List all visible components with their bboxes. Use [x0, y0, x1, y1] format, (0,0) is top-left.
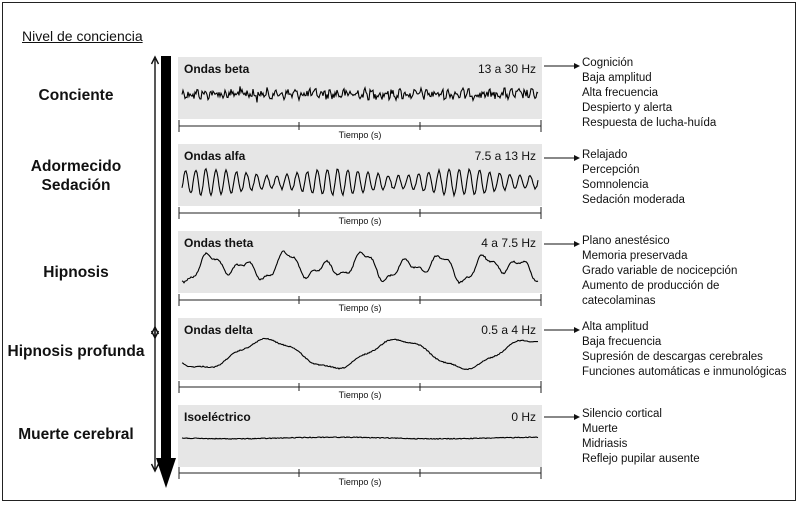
wave-path [182, 86, 538, 102]
property-item: Percepción [582, 164, 640, 176]
level-muerte-cerebral: Muerte cerebral [18, 426, 134, 443]
wave-name: Ondas beta [184, 62, 250, 76]
wave-path [182, 338, 538, 369]
wave-frequency: 13 a 30 Hz [477, 62, 536, 76]
wave-frequency: 0.5 a 4 Hz [481, 323, 536, 337]
pointer-arrow-icon [544, 240, 580, 248]
property-item: Supresión de descargas cerebrales [582, 351, 763, 363]
wave-frequency: 7.5 a 13 Hz [474, 149, 536, 163]
wave-name: Ondas theta [184, 236, 254, 250]
pointer-arrow-icon [544, 62, 580, 70]
property-item: Relajado [582, 149, 628, 161]
property-item: Somnolencia [582, 179, 649, 191]
wave-properties [544, 234, 794, 309]
wave-panel-delta [178, 318, 542, 380]
wave-name: Ondas delta [184, 323, 253, 337]
time-axis-label: Tiempo (s) [338, 130, 382, 140]
property-item: Plano anestésico [582, 235, 670, 247]
property-item: Aumento de producción de catecolaminas [582, 280, 720, 307]
property-item: Alta amplitud [582, 321, 649, 333]
property-item: Midriasis [582, 438, 628, 450]
wave-panel-beta [178, 57, 542, 119]
wave-path [182, 169, 538, 196]
property-item: Muerte [582, 423, 618, 435]
wave-panel-theta [178, 231, 542, 293]
consciousness-down-arrow [154, 56, 178, 488]
wave-panel-isoelectrico [178, 405, 542, 467]
time-axis-label: Tiempo (s) [338, 477, 382, 487]
wave-frequency: 0 Hz [511, 410, 536, 424]
wave-path [182, 251, 538, 283]
pointer-arrow-icon [544, 326, 580, 334]
level-hipnosis-profunda: Hipnosis profunda [7, 343, 145, 360]
figure-title: Nivel de conciencia [22, 28, 143, 44]
wave-name: Isoeléctrico [184, 410, 251, 424]
property-item: Baja amplitud [582, 72, 652, 84]
wave-properties [544, 148, 794, 208]
property-item: Baja frecuencia [582, 336, 662, 348]
wave-path [182, 437, 538, 439]
wave-name: Ondas alfa [184, 149, 246, 163]
property-item: Grado variable de nocicepción [582, 265, 738, 277]
pointer-arrow-icon [544, 413, 580, 421]
property-item: Sedación moderada [582, 194, 685, 206]
property-item: Memoria preservada [582, 250, 688, 262]
property-item: Silencio cortical [582, 408, 662, 420]
wave-frequency: 4 a 7.5 Hz [481, 236, 536, 250]
wave-properties [544, 407, 794, 467]
property-item: Reflejo pupilar ausente [582, 453, 700, 465]
time-axis-label: Tiempo (s) [338, 303, 382, 313]
wave-properties [544, 56, 794, 131]
time-axis-label: Tiempo (s) [338, 390, 382, 400]
property-item: Respuesta de lucha-huída [582, 117, 717, 129]
level-conciente: Conciente [38, 87, 114, 104]
property-item: Despierto y alerta [582, 102, 673, 114]
property-item: Alta frecuencia [582, 87, 659, 99]
time-axis-label: Tiempo (s) [338, 216, 382, 226]
pointer-arrow-icon [544, 154, 580, 162]
property-item: Cognición [582, 57, 634, 69]
wave-panel-alfa [178, 144, 542, 206]
property-item: Funciones automáticas e inmunológicas [582, 366, 787, 378]
level-adormecido-sedacion: Adormecido Sedación [30, 158, 122, 194]
level-hipnosis: Hipnosis [43, 264, 109, 281]
wave-properties [544, 320, 794, 380]
